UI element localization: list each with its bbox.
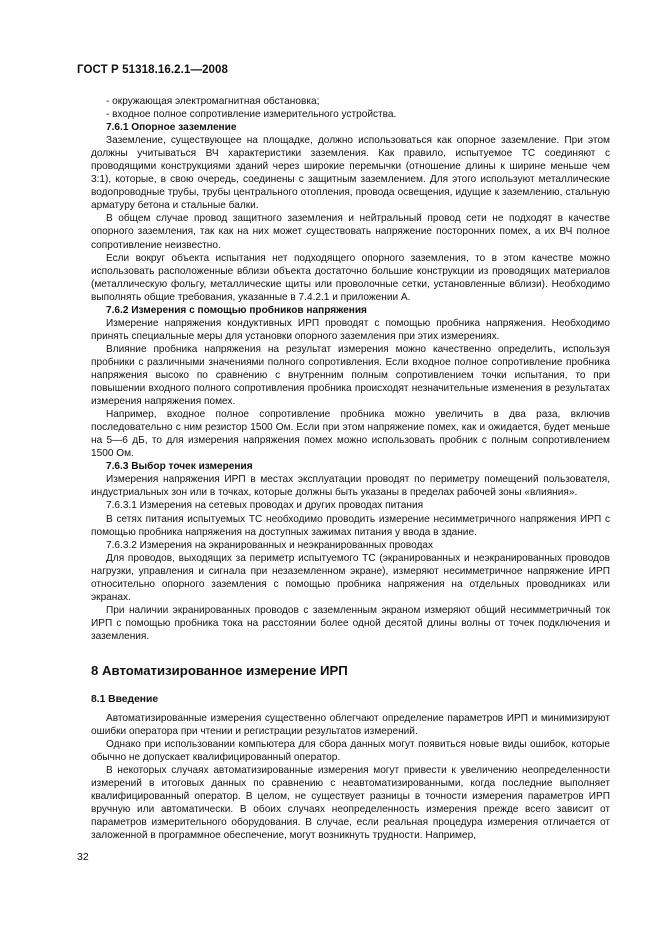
- page-number: 32: [77, 851, 89, 863]
- bullet-item: - входное полное сопротивление измерительного устройства.: [106, 109, 397, 121]
- paragraph: При наличии экранированных проводов с заземленным экраном измеряют общий несимметричный ток ИРП с помощью пробника тока на расстоянии более одной десятой длины волны от точек подключения и заземления.: [91, 604, 610, 642]
- subsection-heading: 7.6.2 Измерения с помощью пробников напряжения: [106, 304, 367, 316]
- subsection-8-1-title: 8.1 Введение: [91, 694, 159, 705]
- section-8-title: 8 Автоматизированное измерение ИРП: [91, 663, 348, 678]
- subsection-heading: 7.6.3 Выбор точек измерения: [106, 461, 253, 473]
- clause-heading: 7.6.3.1 Измерения на сетевых проводах и других проводах питания: [106, 500, 424, 512]
- paragraph: Измерения напряжения ИРП в местах эксплуатации проводят по периметру помещений пользователя, индустриальных зон или в точках, которые должны быть указаны в пределах рабочей зоны «влияния».: [91, 474, 610, 499]
- section-8-body: [91, 712, 610, 842]
- section-7-body: [91, 95, 610, 643]
- paragraph: Измерение напряжения кондуктивных ИРП проводят с помощью пробника напряжения. Необходимо принять специальные меры для установки опорного заземления при этих измерениях.: [91, 317, 610, 342]
- paragraph: Если вокруг объекта испытания нет подходящего опорного заземления, то в этом качестве можно использовать расположенные вблизи объекта достаточно большие конструкции из проводящих материалов (металлическую фольгу, металлические щиты или проволочные сетки, установленные вблизи). Необходимо выполнять общие требования, указанные в 7.4.2.1 и приложении А.: [91, 252, 610, 303]
- paragraph: Однако при использовании компьютера для сбора данных могут появиться новые виды ошибок, которые обычно не допускает квалифицированный оператор.: [91, 739, 610, 764]
- paragraph: В общем случае провод защитного заземления и нейтральный провод сети не подходят в качестве опорного заземления, так как на них может существовать напряжение посторонних помех, а их ВЧ полное сопротивление неизвестно.: [91, 213, 610, 251]
- bullet-item: - окружающая электромагнитная обстановка;: [106, 96, 320, 107]
- paragraph: Автоматизированные измерения существенно облегчают определение параметров ИРП и минимизируют ошибки оператора при чтении и регистрации результатов измерений.: [91, 713, 610, 738]
- clause-heading: 7.6.3.2 Измерения на экранированных и неэкранированных проводах: [106, 539, 434, 551]
- paragraph: Влияние пробника напряжения на результат измерения можно качественно определить, используя пробники с различными значениями полного сопротивления. Если входное полное сопротивление пробника напряжения высоко по сравнению с внутренним полным сопротивлением точки испытания, то при повышении входного полного сопротивления пробника происходят незначительные изменения в результатах измерения напряжения помех.: [91, 343, 610, 408]
- paragraph: Например, входное полное сопротивление пробника можно увеличить в два раза, включив последовательно с ним резистор 1500 Ом. Если при этом напряжение помех, как и ожидается, будет меньше на 5—6 дБ, то для измерения напряжения помех можно использовать пробник с полным сопротивлением 1500 Ом.: [91, 409, 610, 460]
- paragraph: В сетях питания испытуемых ТС необходимо проводить измерение несимметричного напряжения ИРП с помощью пробника напряжения на доступных зажимах питания у ввода в здание.: [91, 513, 610, 538]
- subsection-heading: 7.6.1 Опорное заземление: [106, 122, 237, 134]
- paragraph: Для проводов, выходящих за периметр испытуемого ТС (экранированных и неэкранированных проводов нагрузки, управления и сигнала при незаземленном экране), измеряют несимметричное напряжение ИРП относительно опорного заземления с помощью пробника напряжения на отдельных проводниках или экранах.: [91, 552, 610, 603]
- paragraph: Заземление, существующее на площадке, должно использоваться как опорное заземление. При этом должны учитываться ВЧ характеристики заземления. Как правило, испытуемое ТС соединяют с проводящими конструкциями зданий через широкие перемычки (отношение длины к ширине меньше чем 3:1), которые, в свою очередь, соединены с защитным заземлением. Для этого используют металлические водопроводные трубы, трубы центрального отопления, провода освещения, идущие к заземлению, стальную арматуру бетона и стальные балки.: [91, 135, 610, 212]
- document-header: ГОСТ Р 51318.16.2.1—2008: [77, 64, 229, 76]
- paragraph: В некоторых случаях автоматизированные измерения могут привести к увеличению неопределенности измерений в итоговых данных по сравнению с неавтоматизированными, когда последние выполняет квалифицированный оператор. В целом, не существует разницы в точности измерения параметров ИРП вручную или автоматически. В обоих случаях неопределенность измерения прежде всего зависит от параметров измерительного оборудования. В случае, если реальная процедура измерения отличается от заложенной в программное обеспечение, могут возникнуть трудности. Например,: [91, 765, 610, 842]
